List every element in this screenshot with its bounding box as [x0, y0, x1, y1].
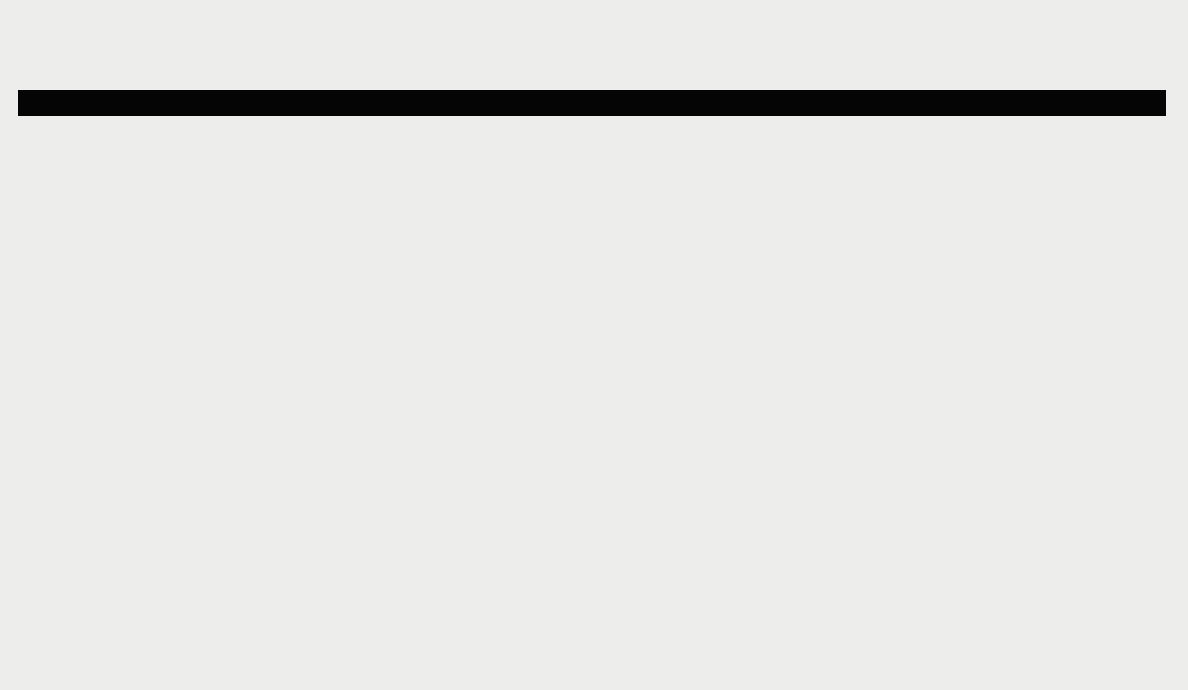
top-name-columns [0, 0, 1188, 86]
exam-date-banner [18, 90, 1166, 116]
body-name-columns [6, 124, 1182, 690]
